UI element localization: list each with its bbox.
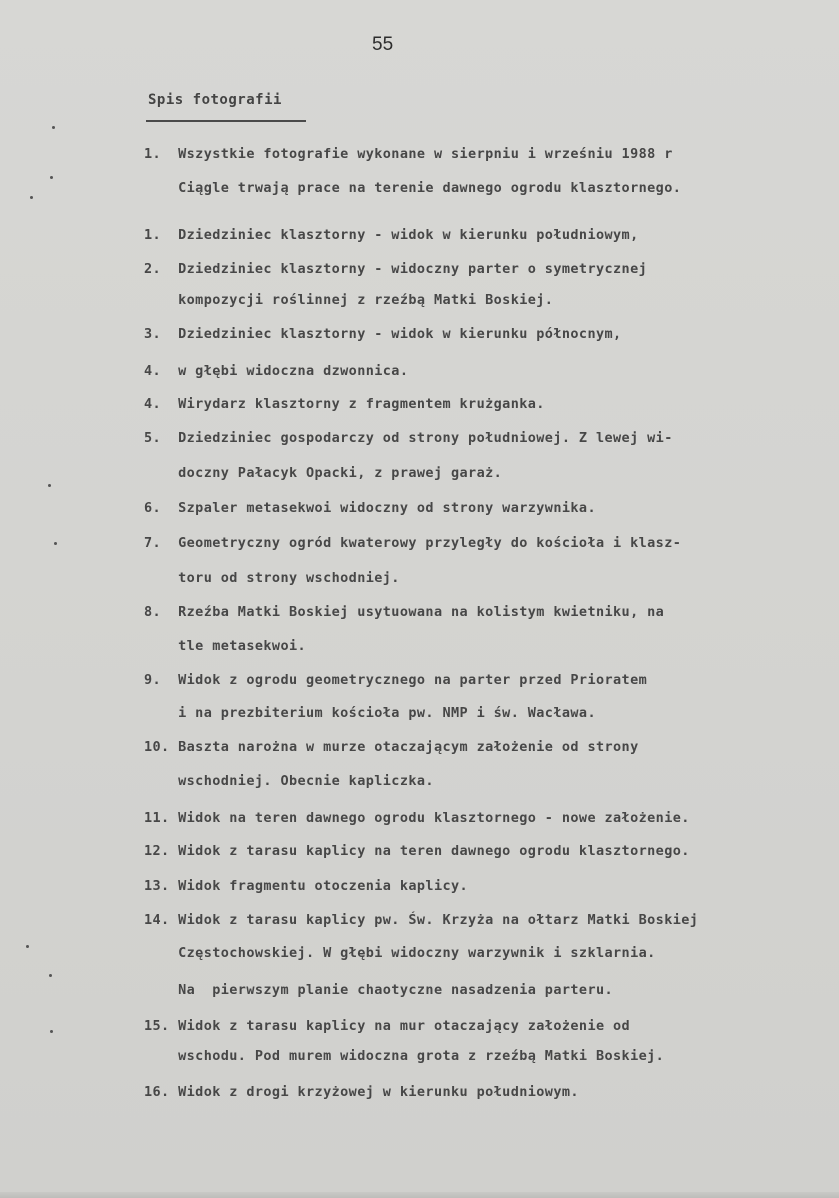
list-line: kompozycji roślinnej z rzeźbą Matki Boskiej. — [144, 292, 554, 308]
list-line: 9. Widok z ogrodu geometrycznego na parter przed Prioratem — [144, 672, 648, 688]
list-line: tle metasekwoi. — [144, 638, 307, 654]
list-line: Ciągle trwają prace na terenie dawnego ogrodu klasztornego. — [144, 180, 682, 196]
list-line: doczny Pałacyk Opacki, z prawej garaż. — [144, 465, 503, 481]
heading-title: Spis fotografii — [148, 92, 282, 108]
list-line: 15. Widok z tarasu kaplicy na mur otaczający założenie od — [144, 1018, 631, 1034]
list-line: 2. Dziedziniec klasztorny - widoczny parter o symetrycznej — [144, 261, 648, 277]
list-line: wschodniej. Obecnie kapliczka. — [144, 773, 434, 789]
list-line: 3. Dziedziniec klasztorny - widok w kierunku północnym, — [144, 326, 622, 342]
list-line: 14. Widok z tarasu kaplicy pw. Św. Krzyża na ołtarz Matki Boskiej — [144, 912, 699, 928]
margin-speck — [49, 974, 52, 977]
list-line: 7. Geometryczny ogród kwaterowy przyległy do kościoła i klasz- — [144, 535, 682, 551]
margin-speck — [26, 945, 29, 948]
heading-underline — [146, 120, 306, 122]
list-line: Częstochowskiej. W głębi widoczny warzywnik i szklarnia. — [144, 945, 656, 961]
page-number: 55 — [372, 34, 394, 55]
list-line: toru od strony wschodniej. — [144, 570, 400, 586]
list-line: 16. Widok z drogi krzyżowej w kierunku południowym. — [144, 1084, 579, 1100]
margin-speck — [52, 126, 55, 129]
list-line: 5. Dziedziniec gospodarczy od strony południowej. Z lewej wi- — [144, 430, 673, 446]
list-line: 6. Szpaler metasekwoi widoczny od strony warzywnika. — [144, 500, 596, 516]
list-line: 11. Widok na teren dawnego ogrodu klasztornego - nowe założenie. — [144, 810, 690, 826]
list-line: Na pierwszym planie chaotyczne nasadzenia parteru. — [144, 982, 614, 998]
page-bottom-edge — [0, 1192, 839, 1198]
margin-speck — [50, 1030, 53, 1033]
list-line: 4. w głębi widoczna dzwonnica. — [144, 363, 409, 379]
list-line: 13. Widok fragmentu otoczenia kaplicy. — [144, 878, 469, 894]
margin-speck — [30, 196, 33, 199]
list-line: 10. Baszta narożna w murze otaczającym założenie od strony — [144, 739, 639, 755]
margin-speck — [54, 542, 57, 545]
list-line: 4. Wirydarz klasztorny z fragmentem krużganka. — [144, 396, 545, 412]
margin-speck — [48, 484, 51, 487]
list-line: 12. Widok z tarasu kaplicy na teren dawnego ogrodu klasztornego. — [144, 843, 690, 859]
list-line: i na prezbiterium kościoła pw. NMP i św. Wacława. — [144, 705, 596, 721]
list-line: 8. Rzeźba Matki Boskiej usytuowana na kolistym kwietniku, na — [144, 604, 665, 620]
list-line: 1. Dziedziniec klasztorny - widok w kierunku południowym, — [144, 227, 639, 243]
list-line: wschodu. Pod murem widoczna grota z rzeźbą Matki Boskiej. — [144, 1048, 665, 1064]
margin-speck — [50, 176, 53, 179]
list-line: 1. Wszystkie fotografie wykonane w sierpniu i wrześniu 1988 r — [144, 146, 673, 162]
